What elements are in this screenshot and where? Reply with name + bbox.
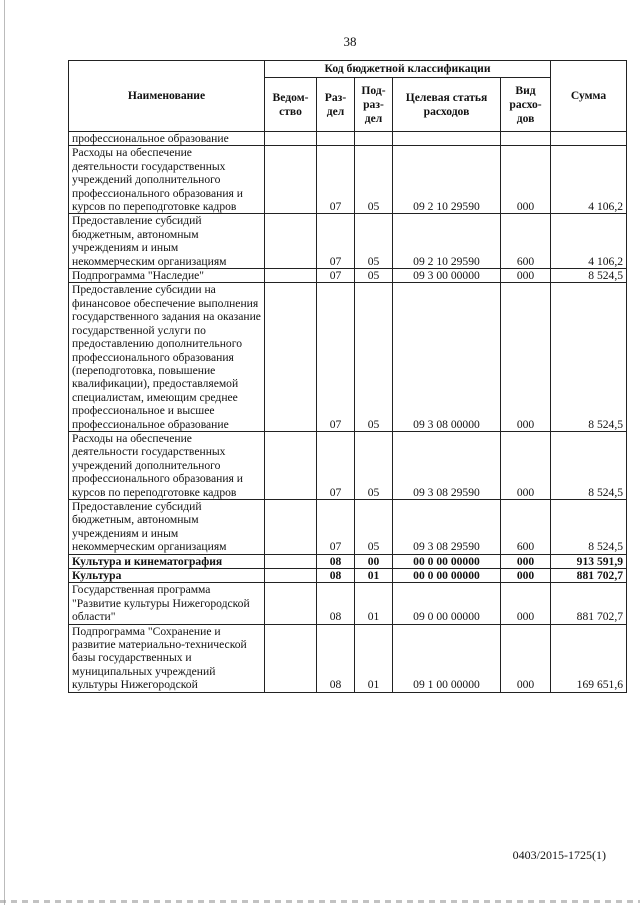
row-name: Культура и кинематография <box>69 554 265 568</box>
document-code: 0403/2015-1725(1) <box>512 848 606 862</box>
table-row <box>69 132 627 146</box>
row-vid: 000 <box>501 554 551 568</box>
row-name: Расходы на обеспечение деятельности государственных учреждений дополнительного профессионального образования и курсов по переподготовке кадров <box>69 146 265 214</box>
table-row <box>69 624 627 692</box>
row-vedomstvo <box>265 269 317 283</box>
row-podrazdel: 01 <box>355 569 393 583</box>
row-celevaya: 09 1 00 00000 <box>393 624 501 692</box>
row-sum: 4 106,2 <box>551 146 627 214</box>
header-razdel <box>317 78 355 132</box>
row-vedomstvo <box>265 132 317 146</box>
header-code-group: Код бюджетной классификации <box>265 61 551 78</box>
row-sum: 881 702,7 <box>551 583 627 624</box>
header-vid-text: Вид расхо-дов <box>509 83 542 125</box>
row-razdel: 08 <box>317 583 355 624</box>
row-podrazdel: 05 <box>355 431 393 499</box>
row-podrazdel: 05 <box>355 283 393 431</box>
header-name: Наименование <box>69 61 265 132</box>
row-name: Предоставление субсидии на финансовое обеспечение выполнения государственного задания на оказание государственной услуги по предоставлению дополнительного профессионального образования (переподготовка, повышение квалификации), предоставляемой специалистам, имеющим среднее профессиональное и высшее профессиональное образование <box>69 283 265 431</box>
row-podrazdel: 01 <box>355 583 393 624</box>
row-celevaya <box>393 132 501 146</box>
row-podrazdel <box>355 132 393 146</box>
row-razdel: 07 <box>317 499 355 554</box>
row-name: Предоставление субсидий бюджетным, автономным учреждениям и иным некоммерческим организациям <box>69 214 265 269</box>
row-vid: 000 <box>501 146 551 214</box>
row-vedomstvo <box>265 569 317 583</box>
row-vedomstvo <box>265 499 317 554</box>
header-podrazdel <box>355 78 393 132</box>
row-sum: 8 524,5 <box>551 499 627 554</box>
row-vid: 000 <box>501 624 551 692</box>
row-razdel: 08 <box>317 624 355 692</box>
table-row <box>69 583 627 624</box>
header-razdel-text: Раз-дел <box>324 90 347 118</box>
row-podrazdel: 01 <box>355 624 393 692</box>
row-vedomstvo <box>265 554 317 568</box>
table-row <box>69 146 627 214</box>
table-row <box>69 554 627 568</box>
row-celevaya: 09 2 10 29590 <box>393 146 501 214</box>
row-sum: 8 524,5 <box>551 269 627 283</box>
row-name: профессиональное образование <box>69 132 265 146</box>
row-vid: 000 <box>501 583 551 624</box>
scan-margin-line <box>4 0 5 905</box>
page-number: 38 <box>343 34 357 49</box>
row-razdel <box>317 132 355 146</box>
row-podrazdel: 05 <box>355 269 393 283</box>
row-vid: 000 <box>501 569 551 583</box>
header-celevaya-text: Целевая статья расходов <box>405 90 488 118</box>
header-vid <box>501 78 551 132</box>
row-vid: 600 <box>501 214 551 269</box>
row-vedomstvo <box>265 214 317 269</box>
row-razdel: 07 <box>317 283 355 431</box>
table-header <box>69 61 627 132</box>
row-sum: 881 702,7 <box>551 569 627 583</box>
row-celevaya: 09 3 00 00000 <box>393 269 501 283</box>
table-row <box>69 499 627 554</box>
table-row <box>69 269 627 283</box>
row-name: Подпрограмма "Наследие" <box>69 269 265 283</box>
row-name: Культура <box>69 569 265 583</box>
row-podrazdel: 05 <box>355 146 393 214</box>
row-celevaya: 09 3 08 29590 <box>393 499 501 554</box>
row-sum: 913 591,9 <box>551 554 627 568</box>
row-celevaya: 09 3 08 00000 <box>393 283 501 431</box>
row-razdel: 07 <box>317 431 355 499</box>
header-vedomstvo <box>265 78 317 132</box>
row-podrazdel: 05 <box>355 214 393 269</box>
table-row <box>69 569 627 583</box>
row-razdel: 08 <box>317 554 355 568</box>
row-celevaya: 09 0 00 00000 <box>393 583 501 624</box>
row-razdel: 07 <box>317 214 355 269</box>
row-vid: 000 <box>501 431 551 499</box>
row-celevaya: 00 0 00 00000 <box>393 569 501 583</box>
header-podrazdel-text: Под-раз-дел <box>361 83 386 125</box>
table-body <box>69 132 627 693</box>
row-sum: 8 524,5 <box>551 431 627 499</box>
row-podrazdel: 05 <box>355 499 393 554</box>
row-name: Подпрограмма "Сохранение и развитие материально-технической базы государственных и муниципальных учреждений культуры Нижегородской <box>69 624 265 692</box>
table-row <box>69 431 627 499</box>
row-sum: 8 524,5 <box>551 283 627 431</box>
header-vedomstvo-text: Ведом-ство <box>272 90 309 118</box>
row-vid: 000 <box>501 269 551 283</box>
row-celevaya: 09 3 08 29590 <box>393 431 501 499</box>
row-vid <box>501 132 551 146</box>
row-vedomstvo <box>265 283 317 431</box>
table-row <box>69 283 627 431</box>
row-razdel: 07 <box>317 269 355 283</box>
row-vedomstvo <box>265 431 317 499</box>
row-vid: 000 <box>501 283 551 431</box>
row-vedomstvo <box>265 583 317 624</box>
row-podrazdel: 00 <box>355 554 393 568</box>
row-razdel: 07 <box>317 146 355 214</box>
header-celevaya <box>393 78 501 132</box>
row-razdel: 08 <box>317 569 355 583</box>
scan-bottom-edge <box>0 900 640 903</box>
header-sum: Сумма <box>551 61 627 132</box>
row-vid: 600 <box>501 499 551 554</box>
table-row <box>69 214 627 269</box>
row-sum: 4 106,2 <box>551 214 627 269</box>
row-celevaya: 09 2 10 29590 <box>393 214 501 269</box>
budget-table <box>68 60 627 693</box>
row-sum: 169 651,6 <box>551 624 627 692</box>
row-name: Государственная программа "Развитие культуры Нижегородской области" <box>69 583 265 624</box>
row-name: Предоставление субсидий бюджетным, автономным учреждениям и иным некоммерческим организациям <box>69 499 265 554</box>
row-name: Расходы на обеспечение деятельности государственных учреждений дополнительного профессионального образования и курсов по переподготовке кадров <box>69 431 265 499</box>
row-celevaya: 00 0 00 00000 <box>393 554 501 568</box>
row-sum <box>551 132 627 146</box>
row-vedomstvo <box>265 146 317 214</box>
row-vedomstvo <box>265 624 317 692</box>
